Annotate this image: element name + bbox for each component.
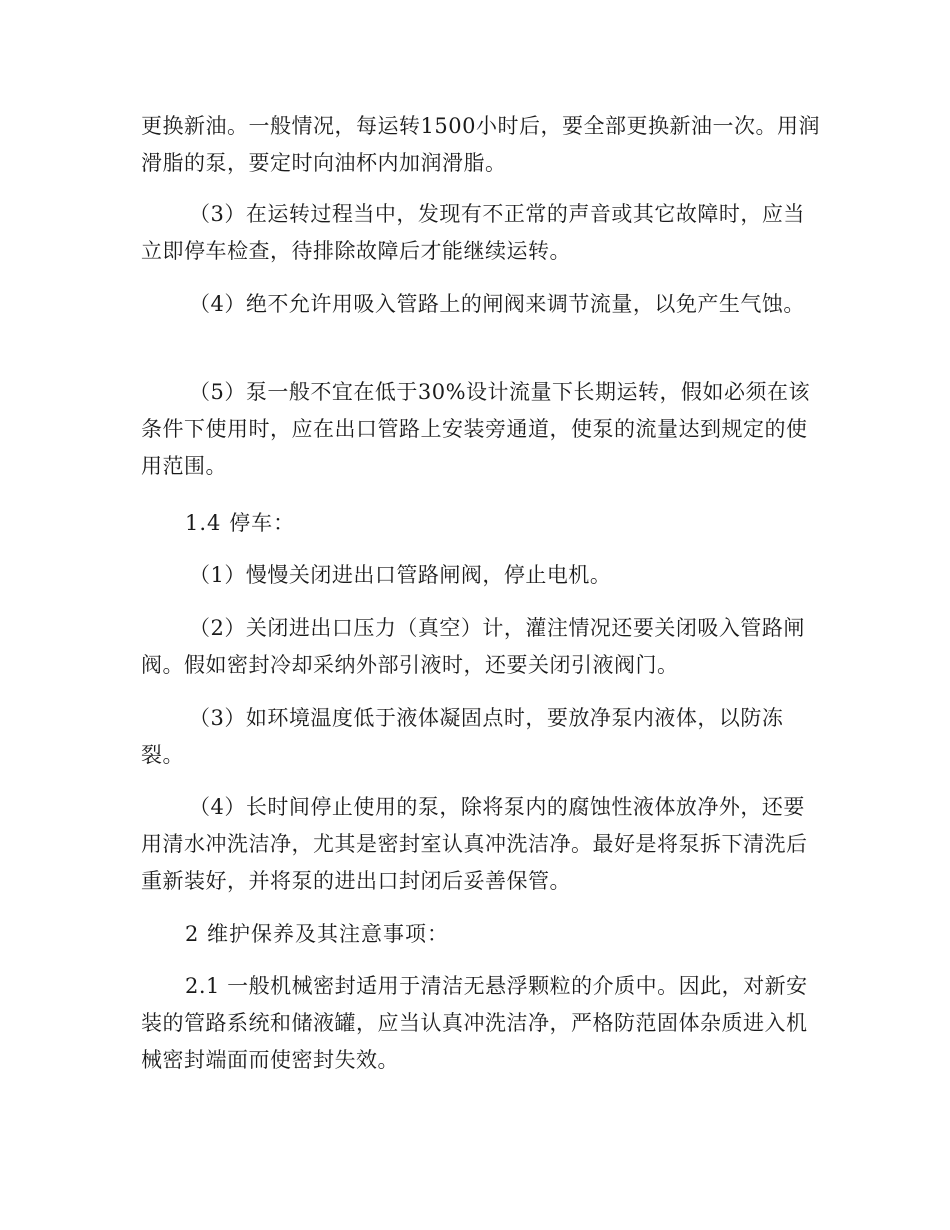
section-heading-shutdown: 1.4 停车：	[185, 511, 296, 535]
paragraph-oil-change: 更换新油。一般情况，每运转1500小时后，要全部更换新油一次。用润滑脂的泵，要定时向油杯内加润滑脂。	[141, 114, 820, 175]
paragraph-step-5-low-flow: （5）泵一般不宜在低于30%设计流量下长期运转，假如必须在该条件下使用时，应在出口管路上安装旁通道，使泵的流量达到规定的使用范围。	[141, 380, 811, 478]
paragraph-maintenance-2-1: 2.1 一般机械密封适用于清洁无悬浮颗粒的介质中。因此，对新安装的管路系统和储液罐，应当认真冲洗洁净，严格防范固体杂质进入机械密封端面而使密封失效。	[141, 974, 808, 1072]
paragraph-shutdown-step-4: （4）长时间停止使用的泵，除将泵内的腐蚀性液体放净外，还要用清水冲洗洁净，尤其是密封室认真冲洗洁净。最好是将泵拆下清洗后重新装好，并将泵的进出口封闭后妥善保管。	[141, 795, 808, 893]
paragraph-step-4-gate-valve: （4）绝不允许用吸入管路上的闸阀来调节流量，以免产生气蚀。	[189, 292, 805, 316]
paragraph-shutdown-step-3: （3）如环境温度低于液体凝固点时，要放净泵内液体，以防冻裂。	[141, 706, 784, 767]
paragraph-shutdown-step-1: （1）慢慢关闭进出口管路闸阀，停止电机。	[189, 563, 612, 587]
paragraph-step-3-abnormal-sound: （3）在运转过程当中，发现有不正常的声音或其它故障时，应当立即停车检查，待排除故障后才能继续运转。	[141, 202, 805, 263]
section-heading-maintenance: 2 维护保养及其注意事项：	[185, 922, 450, 946]
paragraph-shutdown-step-2: （2）关闭进出口压力（真空）计，灌注情况还要关闭吸入管路闸阀。假如密封冷却采纳外部引液时，还要关闭引液阀门。	[141, 616, 805, 677]
